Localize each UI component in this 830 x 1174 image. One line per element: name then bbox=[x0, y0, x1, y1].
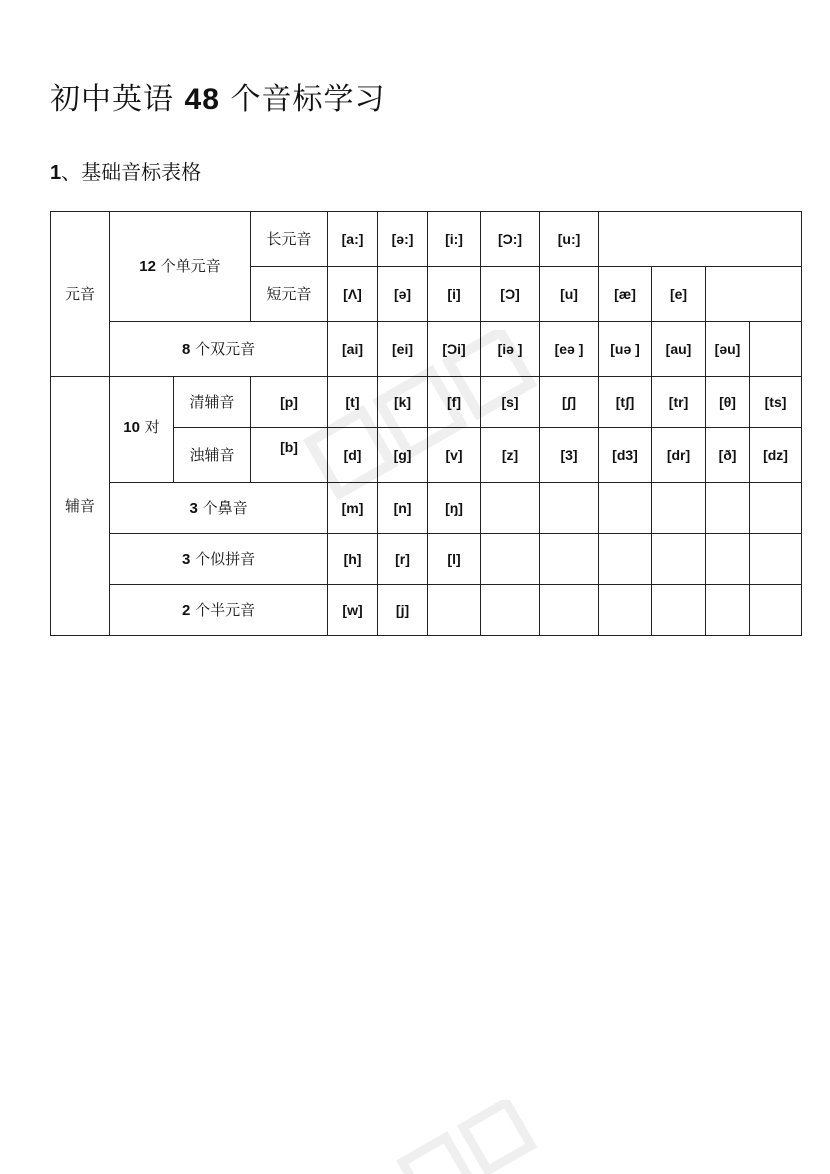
voiced-cell: [d] bbox=[328, 428, 378, 483]
consonant-group-label: 辅音 bbox=[51, 377, 110, 636]
table-row-diphthongs bbox=[51, 322, 802, 377]
diphthong-cell: [eə ] bbox=[540, 322, 599, 377]
empty-cell bbox=[652, 585, 706, 636]
diphthong-group-label bbox=[110, 322, 328, 377]
empty-cell bbox=[481, 534, 540, 585]
voiced-label: 浊辅音 bbox=[174, 428, 251, 483]
voiced-cell: [3] bbox=[540, 428, 599, 483]
diphthong-cell: [Ɔi] bbox=[428, 322, 481, 377]
voiced-cell: [ð] bbox=[706, 428, 750, 483]
empty-cell bbox=[750, 585, 802, 636]
pair-label: 对 bbox=[144, 418, 160, 436]
section-number: 1 bbox=[50, 162, 62, 184]
empty-cell bbox=[540, 534, 599, 585]
short-vowel-label: 短元音 bbox=[251, 267, 328, 322]
diphthong-cell: [ai] bbox=[328, 322, 378, 377]
table-row-voiceless bbox=[51, 377, 802, 428]
diphthong-cell: [iə ] bbox=[481, 322, 540, 377]
monophthong-label: 个单元音 bbox=[160, 257, 221, 275]
voiceless-cell: [f] bbox=[428, 377, 481, 428]
semivowel-cell: [j] bbox=[378, 585, 428, 636]
voiceless-cell: [s] bbox=[481, 377, 540, 428]
monophthong-count: 12 bbox=[139, 258, 156, 275]
nasal-cell: [m] bbox=[328, 483, 378, 534]
empty-cell bbox=[750, 483, 802, 534]
voiced-cell: [dr] bbox=[652, 428, 706, 483]
short-vowel-cell: [i] bbox=[428, 267, 481, 322]
short-vowel-cell: [u] bbox=[540, 267, 599, 322]
pinyin-like-count: 3 bbox=[181, 550, 191, 568]
nasal-group-label bbox=[110, 483, 328, 534]
nasal-count: 3 bbox=[189, 499, 198, 517]
page-title-text: 初中英语 bbox=[50, 82, 174, 117]
watermark-graphic bbox=[380, 1100, 580, 1174]
pinyin-like-cell: [l] bbox=[428, 534, 481, 585]
long-vowel-cell: [ə:] bbox=[378, 212, 428, 267]
short-vowel-cell: [Ɔ] bbox=[481, 267, 540, 322]
voiceless-label: 清辅音 bbox=[174, 377, 251, 428]
empty-cell bbox=[750, 534, 802, 585]
page-title bbox=[50, 80, 385, 120]
empty-cell bbox=[599, 585, 652, 636]
monophthong-group-label bbox=[110, 212, 251, 322]
short-vowel-cell: [Λ] bbox=[328, 267, 378, 322]
empty-cell bbox=[540, 483, 599, 534]
diphthong-cell: [ei] bbox=[378, 322, 428, 377]
empty-cell bbox=[706, 585, 750, 636]
nasal-cell: [n] bbox=[378, 483, 428, 534]
voiced-cell: [dz] bbox=[750, 428, 802, 483]
voiced-cell: [b] bbox=[251, 428, 328, 483]
empty-cell bbox=[599, 212, 802, 267]
voiced-cell: [v] bbox=[428, 428, 481, 483]
long-vowel-label: 长元音 bbox=[251, 212, 328, 267]
pinyin-like-group-label bbox=[110, 534, 328, 585]
voiceless-cell: [tʃ] bbox=[599, 377, 652, 428]
empty-cell bbox=[428, 585, 481, 636]
diphthong-cell: [au] bbox=[652, 322, 706, 377]
pair-group-label bbox=[110, 377, 174, 483]
voiced-cell: [z] bbox=[481, 428, 540, 483]
pinyin-like-cell: [h] bbox=[328, 534, 378, 585]
table-row-pinyin-like bbox=[51, 534, 802, 585]
table-row-semivowels bbox=[51, 585, 802, 636]
nasal-label: 个鼻音 bbox=[202, 498, 248, 517]
semivowel-label: 个半元音 bbox=[195, 600, 256, 619]
voiced-cell: [g] bbox=[378, 428, 428, 483]
semivowel-cell: [w] bbox=[328, 585, 378, 636]
page-title-suffix: 个音标学习 bbox=[230, 82, 386, 117]
voiceless-cell: [k] bbox=[378, 377, 428, 428]
short-vowel-cell: [æ] bbox=[599, 267, 652, 322]
empty-cell bbox=[481, 483, 540, 534]
semivowel-group-label bbox=[110, 585, 328, 636]
voiceless-cell: [θ] bbox=[706, 377, 750, 428]
empty-cell bbox=[652, 534, 706, 585]
vowel-group-label: 元音 bbox=[51, 212, 110, 377]
pinyin-like-cell: [r] bbox=[378, 534, 428, 585]
empty-cell bbox=[706, 534, 750, 585]
empty-cell bbox=[706, 267, 802, 322]
voiceless-cell: [p] bbox=[251, 377, 328, 428]
voiceless-cell: [ts] bbox=[750, 377, 802, 428]
long-vowel-cell: [i:] bbox=[428, 212, 481, 267]
semivowel-count: 2 bbox=[181, 601, 191, 619]
voiceless-cell: [t] bbox=[328, 377, 378, 428]
voiceless-cell: [ʃ] bbox=[540, 377, 599, 428]
diphthong-count: 8 bbox=[181, 340, 191, 358]
empty-cell bbox=[599, 483, 652, 534]
empty-cell bbox=[652, 483, 706, 534]
diphthong-label: 个双元音 bbox=[195, 339, 256, 358]
empty-cell bbox=[540, 585, 599, 636]
long-vowel-cell: [Ɔ:] bbox=[481, 212, 540, 267]
section-text: 、基础音标表格 bbox=[61, 160, 202, 184]
voiced-cell: [d3] bbox=[599, 428, 652, 483]
long-vowel-cell: [u:] bbox=[540, 212, 599, 267]
short-vowel-cell: [ə] bbox=[378, 267, 428, 322]
empty-cell bbox=[706, 483, 750, 534]
nasal-cell: [ŋ] bbox=[428, 483, 481, 534]
empty-cell bbox=[750, 322, 802, 377]
empty-cell bbox=[481, 585, 540, 636]
pair-count: 10 bbox=[123, 419, 140, 436]
diphthong-cell: [əu] bbox=[706, 322, 750, 377]
short-vowel-cell: [e] bbox=[652, 267, 706, 322]
section-title bbox=[50, 157, 201, 188]
table-row-nasals bbox=[51, 483, 802, 534]
empty-cell bbox=[599, 534, 652, 585]
pinyin-like-label: 个似拼音 bbox=[195, 549, 256, 568]
voiceless-cell: [tr] bbox=[652, 377, 706, 428]
phonetic-table bbox=[50, 211, 802, 636]
table-row-long-vowels bbox=[51, 212, 802, 267]
page-title-number: 48 bbox=[184, 83, 220, 116]
long-vowel-cell: [a:] bbox=[328, 212, 378, 267]
diphthong-cell: [uə ] bbox=[599, 322, 652, 377]
